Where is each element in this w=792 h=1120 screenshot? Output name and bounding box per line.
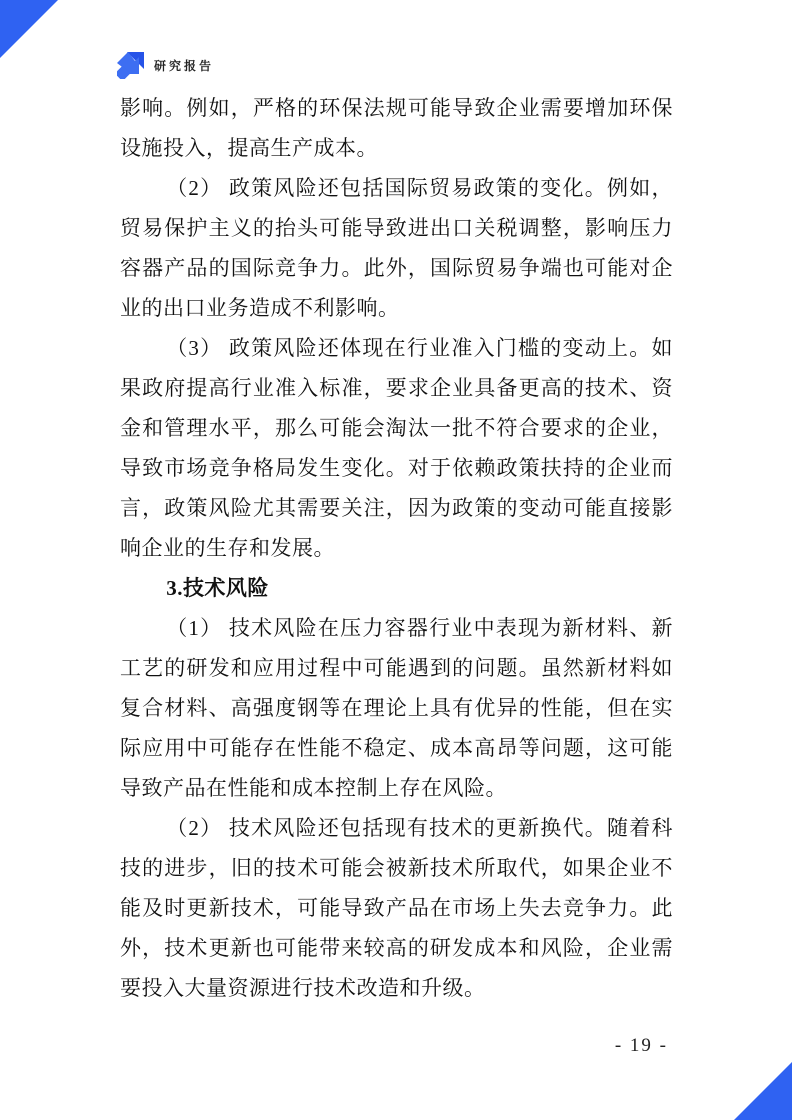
paragraph: （2） 政策风险还包括国际贸易政策的变化。例如，贸易保护主义的抬头可能导致进出口关税调整，影响压力容器产品的国际竞争力。此外，国际贸易争端也可能对企业的出口业务造成不利影响。 [120,176,673,320]
corner-triangle-bottom-right [734,1062,792,1120]
paragraph: （3） 政策风险还体现在行业准入门槛的变动上。如果政府提高行业准入标准，要求企业具备更高的技术、资金和管理水平，那么可能会淘汰一批不符合要求的企业，导致市场竞争格局发生变化。对于依赖政策扶持的企业而言，政策风险尤其需要关注，因为政策的变动可能直接影响企业的生存和发展。 [120,336,673,560]
paragraph: （1） 技术风险在压力容器行业中表现为新材料、新工艺的研发和应用过程中可能遇到的问题。虽然新材料如复合材料、高强度钢等在理论上具有优异的性能，但在实际应用中可能存在性能不稳定、成本高昂等问题，这可能导致产品在性能和成本控制上存在风险。 [120,616,673,800]
corner-triangle-top-left [0,0,58,58]
page-number: - 19 - [614,1035,668,1056]
report-header-label: 研究报告 [154,59,215,73]
report-header [117,52,214,79]
section-heading: 3.技术风险 [166,576,269,600]
arrow-up-right-icon [117,52,144,79]
paragraph: 影响。例如，严格的环保法规可能导致企业需要增加环保设施投入，提高生产成本。 [120,96,673,160]
paragraph: （2） 技术风险还包括现有技术的更新换代。随着科技的进步，旧的技术可能会被新技术所取代，如果企业不能及时更新技术，可能导致产品在市场上失去竞争力。此外，技术更新也可能带来较高的研发成本和风险，企业需要投入大量资源进行技术改造和升级。 [120,816,673,1000]
document-body [120,88,673,1008]
